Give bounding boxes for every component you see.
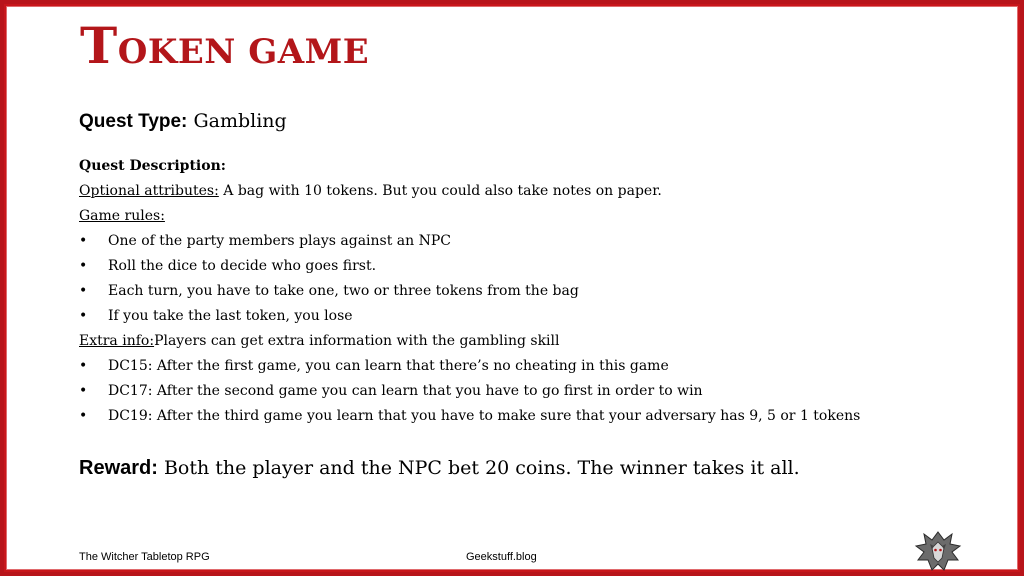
page-title: TOKEN GAME: [80, 16, 370, 75]
rule-text: Roll the dice to decide who goes first.: [108, 258, 377, 274]
bullet: •: [79, 233, 88, 249]
extra-text: DC15: After the first game, you can learn that there’s no cheating in this game: [108, 358, 669, 374]
extra-text: DC19: After the third game you learn that you have to make sure that your adversary has 9, 5 or 1 tokens: [108, 408, 861, 424]
wolf-medallion-icon: [914, 530, 962, 572]
quest-type-value: Gambling: [193, 110, 287, 132]
rule-text: One of the party members plays against an NPC: [108, 233, 451, 249]
list-item: [79, 256, 979, 276]
reward-label: Reward:: [79, 457, 158, 479]
slide: [6, 6, 1018, 570]
reward-text: Both the player and the NPC bet 20 coins. The winner takes it all.: [163, 457, 800, 479]
bullet: •: [79, 408, 88, 424]
quest-type-label: Quest Type:: [79, 111, 188, 132]
list-item: [79, 381, 979, 401]
description-heading: Quest Description:: [79, 158, 226, 174]
extra-info-label: Extra info:: [79, 333, 155, 349]
footer-site: Geekstuff.blog: [466, 551, 537, 563]
list-item: [79, 281, 979, 301]
footer-left: The Witcher Tabletop RPG: [79, 551, 210, 563]
extra-info: [79, 331, 559, 351]
optional-attributes-text: A bag with 10 tokens. But you could also take notes on paper.: [223, 183, 662, 199]
optional-attributes-label: Optional attributes:: [79, 183, 219, 199]
extra-text: DC17: After the second game you can learn that you have to go first in order to win: [108, 383, 703, 399]
bullet: •: [79, 283, 88, 299]
quest-type: [79, 110, 287, 133]
reward: [79, 457, 800, 480]
rule-text: If you take the last token, you lose: [108, 308, 353, 324]
list-item: [79, 356, 979, 376]
bullet: •: [79, 308, 88, 324]
extra-info-text: Players can get extra information with the gambling skill: [154, 333, 560, 349]
list-item: [79, 306, 979, 326]
bullet: •: [79, 358, 88, 374]
rule-text: Each turn, you have to take one, two or three tokens from the bag: [108, 283, 579, 299]
bullet: •: [79, 383, 88, 399]
optional-attributes: [79, 181, 662, 201]
list-item: [79, 406, 979, 426]
game-rules-label: Game rules:: [79, 208, 165, 224]
list-item: [79, 231, 979, 251]
bullet: •: [79, 258, 88, 274]
